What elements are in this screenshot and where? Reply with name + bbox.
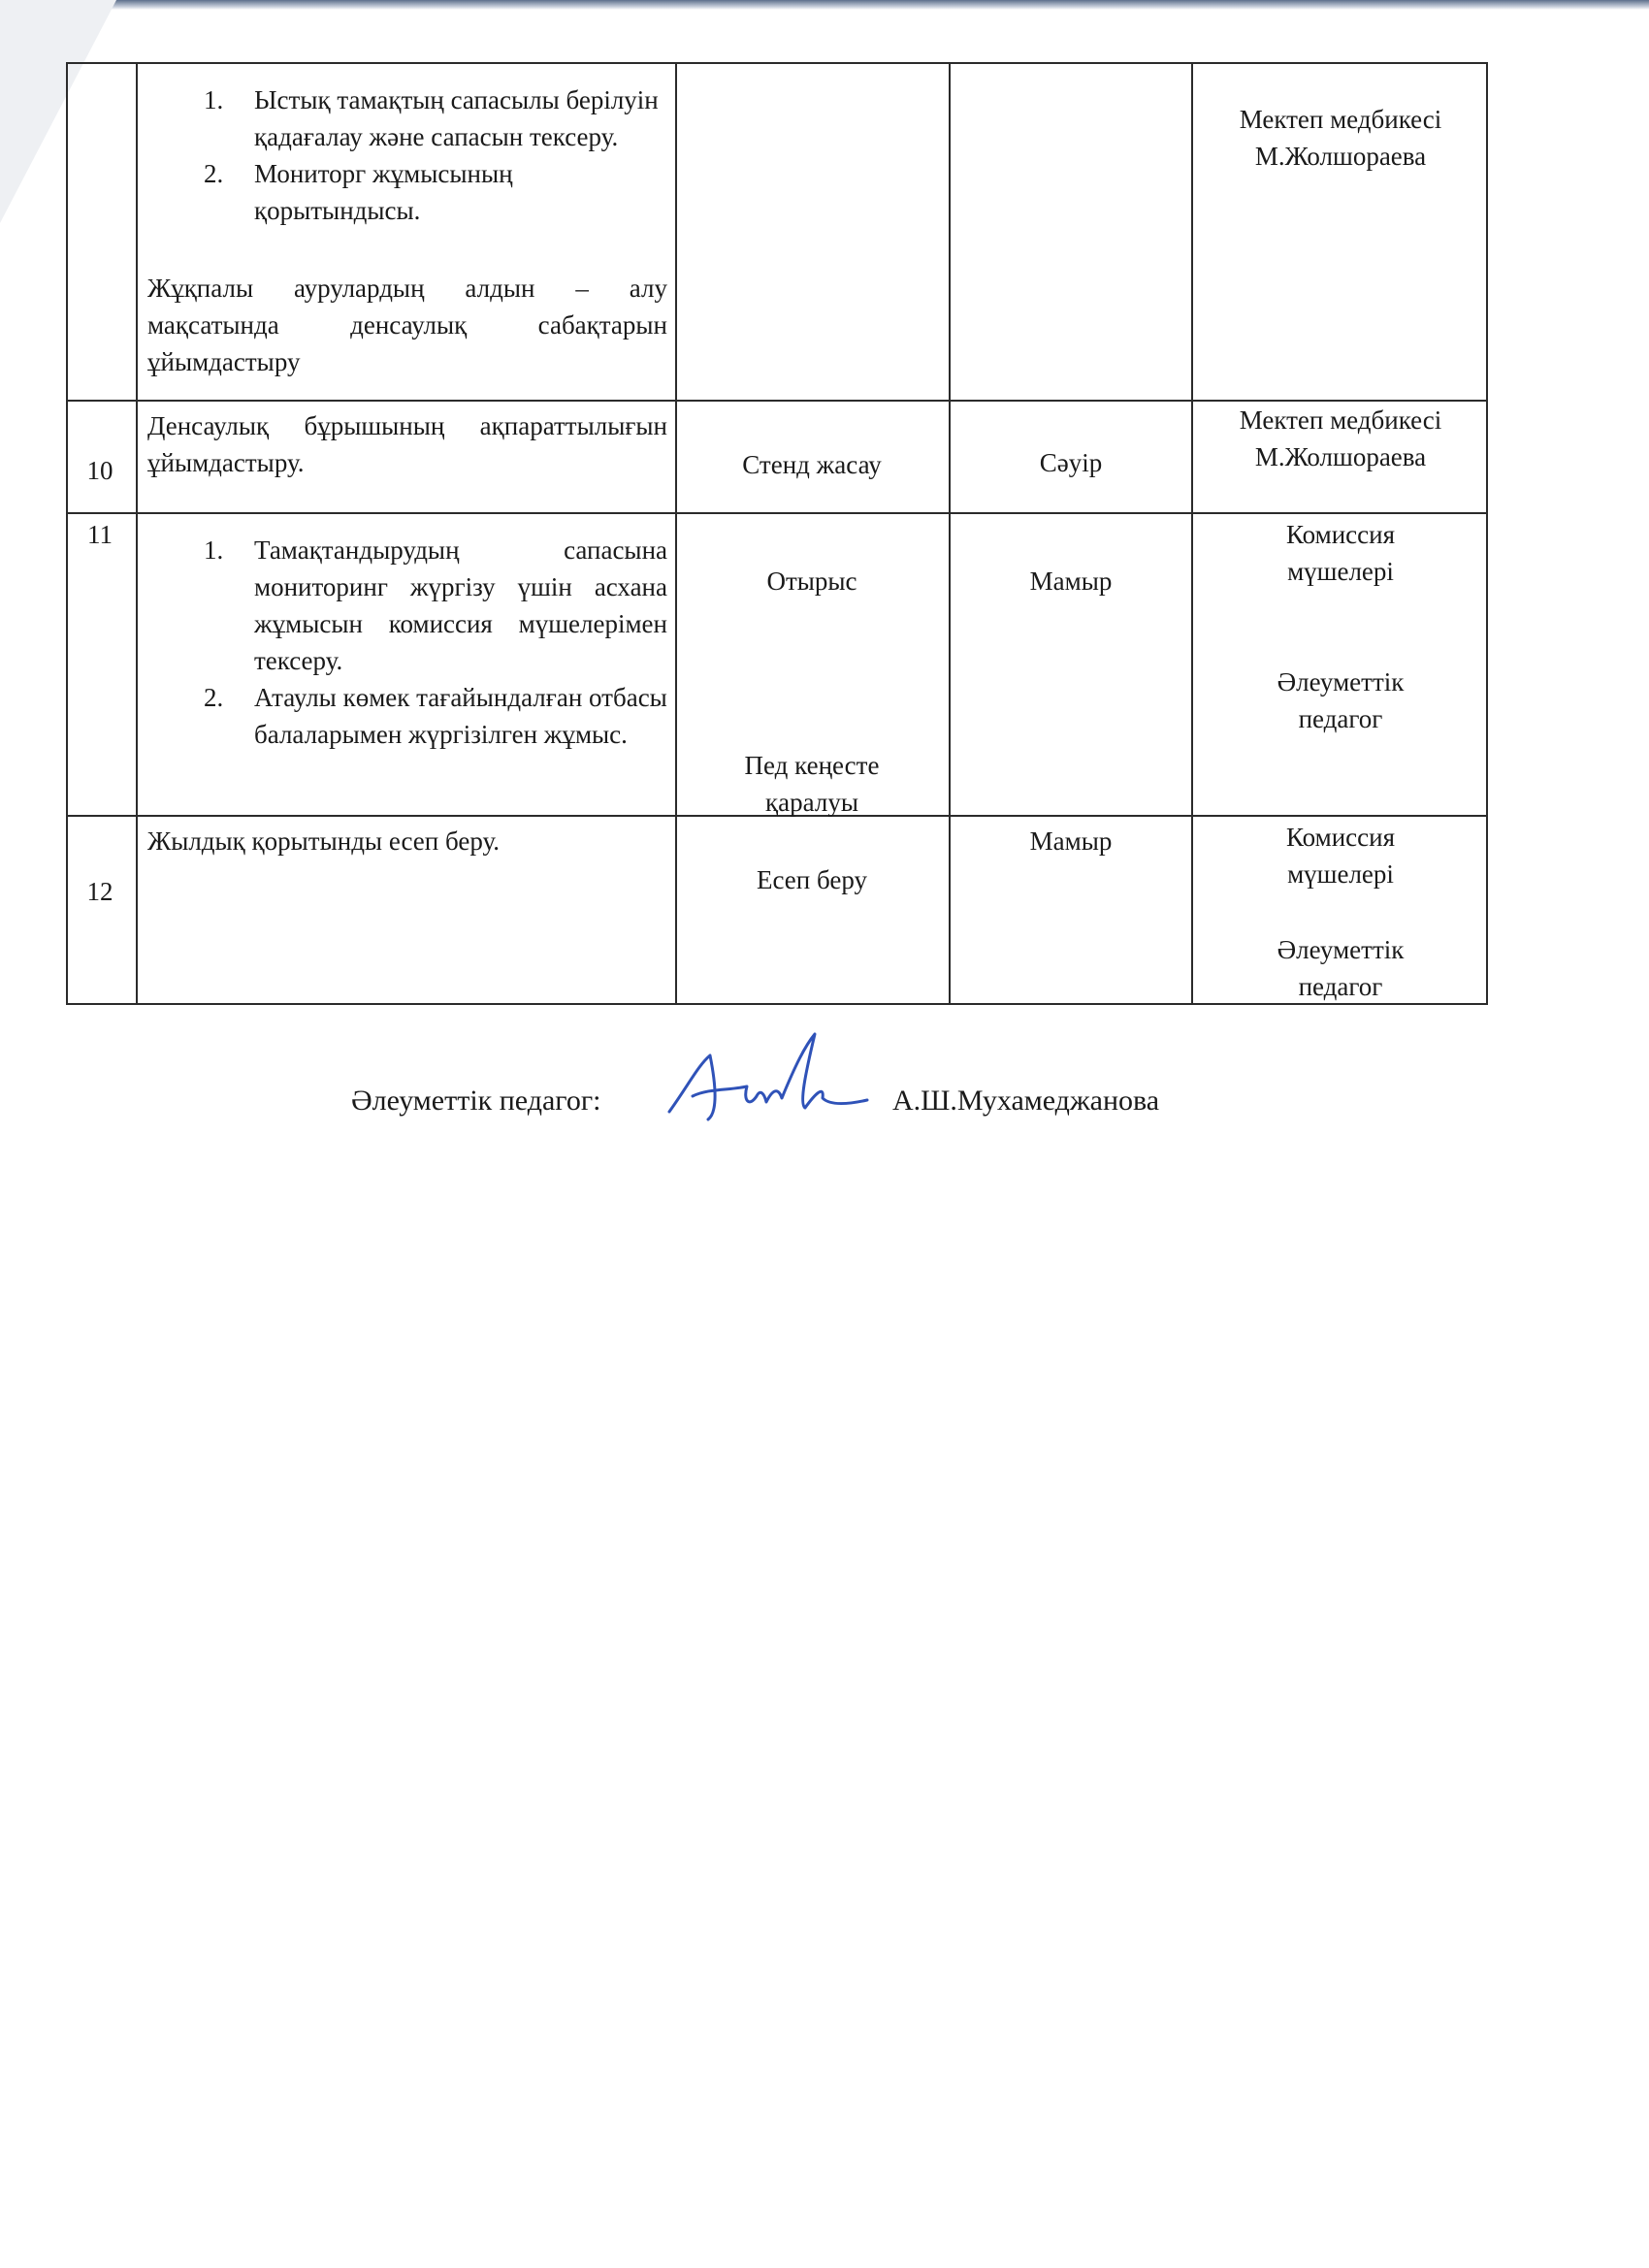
row-10-form: Стенд жасау — [742, 450, 882, 479]
scan-edge — [0, 0, 1649, 10]
row-11-time: Мамыр — [1029, 567, 1113, 596]
signature-block — [0, 1067, 1649, 1164]
list-item: 2. Атаулы көмек тағайындалған отбасы балаларымен жүргізілген жұмыс. — [204, 683, 667, 749]
row-12-responsible-1: Комиссия мүшелері — [1285, 823, 1396, 889]
row-9-responsible: Мектеп медбикесі М.Жолшораева — [1239, 105, 1442, 171]
row-9-activity-extra: Жұқпалы аурулардың алдын – алу мақсатында денсаулық сабақтарын ұйымдастыру — [147, 274, 667, 376]
list-item: 2. Мониторг жұмысының қорытындысы. — [204, 159, 513, 225]
handwritten-signature — [660, 1026, 873, 1143]
row-10-number: 10 — [86, 456, 113, 485]
row-12-form: Есеп беру — [757, 865, 867, 894]
row-11-number: 11 — [87, 520, 113, 549]
row-9-activity — [147, 81, 667, 380]
signer-role: Әлеуметтік педагог: — [351, 1085, 601, 1117]
row-11-responsible-2: Әлеуметтік педагог — [1277, 667, 1405, 733]
list-item: 1. Тамақтандырудың сапасына мониторинг жүргізу үшін асхана жұмысын комиссия мүшелерімен тексеру. — [204, 535, 667, 675]
row-11-form-1: Отырыс — [766, 567, 857, 596]
row-12-activity: Жылдық қорытынды есеп беру. — [147, 826, 501, 856]
row-11-activity — [147, 532, 667, 753]
row-10-responsible: Мектеп медбикесі М.Жолшораева — [1239, 405, 1442, 471]
signer-name: А.Ш.Мухамеджанова — [892, 1085, 1160, 1117]
row-12-responsible-2: Әлеуметтік педагог — [1277, 935, 1405, 1001]
row-10-time: Сәуір — [1039, 448, 1103, 477]
plan-table — [66, 62, 1488, 1005]
row-12-number: 12 — [86, 877, 113, 906]
row-10-activity: Денсаулық бұрышының ақпараттылығын ұйымдастыру. — [147, 411, 667, 477]
row-12-time: Мамыр — [1029, 826, 1113, 856]
list-item: 1. Ыстық тамақтың сапасылы берілуін қадағалау және сапасын тексеру. — [204, 85, 659, 151]
row-11-form-2: Пед кеңесте қаралуы — [744, 751, 880, 817]
row-11-responsible-1: Комиссия мүшелері — [1285, 520, 1396, 586]
